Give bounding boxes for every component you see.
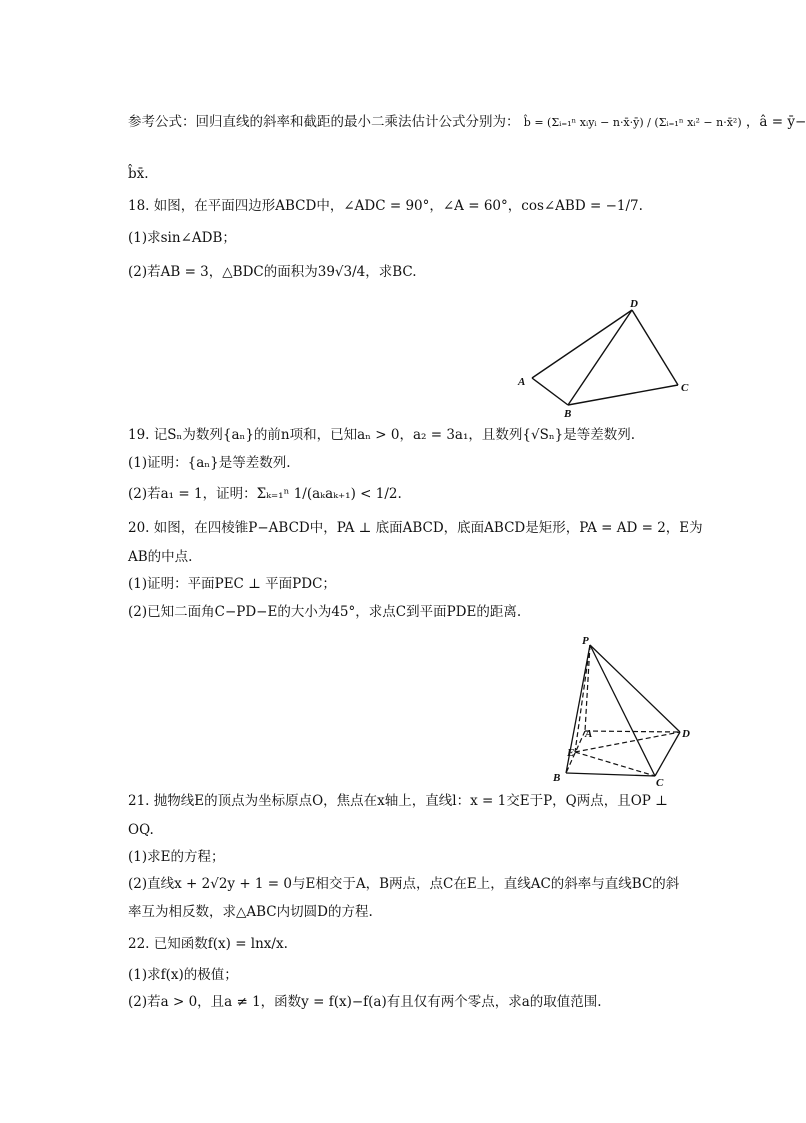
q18-part1: (1)求sin∠ADB； bbox=[128, 230, 236, 246]
q22-part1: (1)求f(x)的极值； bbox=[128, 967, 238, 983]
label-P: P bbox=[582, 635, 589, 647]
pyramid-figure bbox=[545, 630, 705, 788]
q18-part2: (2)若AB = 3，△BDC的面积为39√3/4，求BC. bbox=[128, 264, 417, 280]
formula-b: b̂ = (Σᵢ₌₁ⁿ xᵢyᵢ − n·x̄·ȳ) / (Σᵢ₌₁ⁿ xᵢ² − n·x̄²) bbox=[523, 116, 742, 129]
reference-text: 参考公式：回归直线的斜率和截距的最小二乘法估计公式分别为： bbox=[128, 114, 520, 130]
label-A: A bbox=[518, 376, 526, 388]
q19-part1: (1)证明：{aₙ}是等差数列. bbox=[128, 455, 291, 471]
q20-stem-2: AB的中点. bbox=[128, 549, 193, 565]
q19-part2: (2)若a₁ = 1，证明：Σₖ₌₁ⁿ 1/(aₖaₖ₊₁) < 1/2. bbox=[128, 486, 402, 502]
label-E: E bbox=[567, 747, 575, 759]
quadrilateral-figure bbox=[510, 295, 700, 420]
label-D: D bbox=[630, 298, 638, 310]
q21-stem-1: 21. 抛物线E的顶点为坐标原点O，焦点在x轴上，直线l：x = 1交E于P，Q两点，且OP ⊥ bbox=[128, 793, 668, 809]
q22-part2: (2)若a > 0，且a ≠ 1，函数y = f(x)−f(a)有且仅有两个零点，求a的取值范围. bbox=[128, 994, 602, 1010]
q19-stem: 19. 记Sₙ为数列{aₙ}的前n项和，已知aₙ > 0，a₂ = 3a₁，且数列{√Sₙ}是等差数列. bbox=[128, 427, 636, 443]
q20-part2: (2)已知二面角C−PD−E的大小为45°，求点C到平面PDE的距离. bbox=[128, 604, 522, 620]
q18-stem: 18. 如图，在平面四边形ABCD中，∠ADC = 90°，∠A = 60°，cos∠ABD = −1/7. bbox=[128, 198, 643, 214]
label-C: C bbox=[656, 777, 664, 789]
q21-part2-2: 率互为相反数，求△ABC内切圆D的方程. bbox=[128, 904, 373, 920]
reference-formula-line bbox=[128, 112, 806, 133]
q22-stem: 22. 已知函数f(x) = lnx/x. bbox=[128, 936, 288, 952]
q21-part1: (1)求E的方程； bbox=[128, 849, 225, 865]
label-B: B bbox=[564, 408, 572, 420]
q20-part1: (1)证明：平面PEC ⊥ 平面PDC； bbox=[128, 576, 336, 592]
label-A: A bbox=[585, 728, 593, 740]
formula-a: ，â = ȳ− bbox=[745, 114, 806, 130]
q20-stem-1: 20. 如图，在四棱锥P−ABCD中，PA ⊥ 底面ABCD，底面ABCD是矩形，PA = AD = 2，E为 bbox=[128, 520, 703, 536]
q21-stem-2: OQ. bbox=[128, 822, 154, 838]
label-B: B bbox=[553, 772, 561, 784]
label-D: D bbox=[682, 728, 690, 740]
label-C: C bbox=[681, 382, 689, 394]
reference-tail: b̂x̄. bbox=[128, 166, 149, 182]
q21-part2-1: (2)直线x + 2√2y + 1 = 0与E相交于A，B两点，点C在E上，直线AC的斜率与直线BC的斜 bbox=[128, 876, 680, 892]
